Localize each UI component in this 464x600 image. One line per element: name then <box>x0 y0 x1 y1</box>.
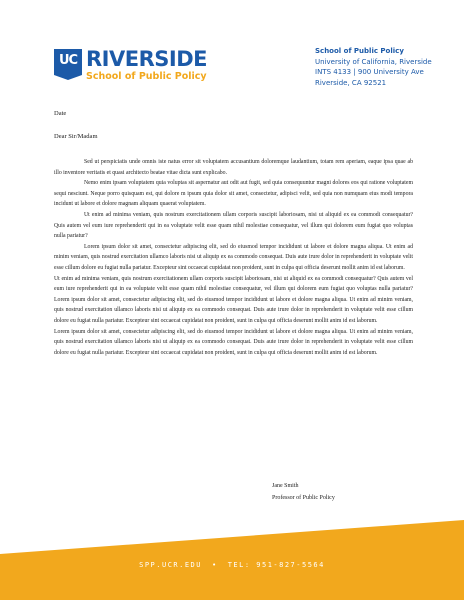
address-line-3: Riverside, CA 92521 <box>315 78 387 87</box>
signature-title: Professor of Public Policy <box>272 495 335 501</box>
address-org: School of Public Policy <box>315 47 404 55</box>
letter-signature <box>272 480 335 504</box>
address-line-2: INTS 4133 | 900 University Ave <box>315 68 424 76</box>
letter-date: Date <box>54 110 67 117</box>
footer-separator: • <box>211 561 218 569</box>
footer-band <box>0 516 464 600</box>
footer-band-shape <box>0 516 464 600</box>
letter-salutation: Dear Sir/Madam <box>54 133 98 140</box>
address-line-1: University of California, Riverside <box>315 57 432 66</box>
letter-body <box>54 157 413 358</box>
footer-phone: TEL: 951-827-5564 <box>227 561 325 569</box>
letter-paragraph-6: Lorem ipsum dolor sit amet, consectetur adipiscing elit, sed do eiusmod tempor incididunt ut labore et dolore magna aliqua. Ut enim ad minim veniam, quis nostrud exercitation ullamco laboris nisi ut aliquip ex ea commodo consequat. Duis aute irure dolor in reprehenderit in voluptate velit esse cillum dolore eu fugiat nulla pariatur. Excepteur sint occaecat cupidatat non proident, sunt in culpa qui officia deserunt mollit anim id est laborum. <box>54 328 413 356</box>
footer-contact <box>0 561 464 569</box>
logo-subtitle: School of Public Policy <box>86 71 207 82</box>
signature-name: Jane Smith <box>272 483 299 489</box>
footer-website[interactable]: SPP.UCR.EDU <box>139 561 202 569</box>
letter-paragraph-1: Sed ut perspiciatis unde omnis iste natus error sit voluptatem accusantium doloremque laudantium, totam rem aperiam, eaque ipsa quae ab illo inventore veritatis et quasi architecto beatae vitae dicta sunt explicabo. <box>54 159 413 176</box>
uc-shield-notch <box>54 75 82 80</box>
letter-paragraph-5: Ut enim ad minima veniam, quis nostrum exercitationem ullam corporis suscipit laboriosam, nisi ut aliquid ex ea commodi consequatur? Quis autem vel eum iure reprehenderit qui in ea voluptate velit esse quam nihil molestiae consequatur, vel illum qui dolorem eum fugiat quo voluptas nulla pariatur? Lorem ipsum dolor sit amet, consectetur adipiscing elit, sed do eiusmod tempor incididunt ut labore et dolore magna aliqua. Ut enim ad minim veniam, quis nostrud exercitation ullamco laboris nisi ut aliquip ex ea commodo consequat. Duis aute irure dolor in reprehenderit in voluptate velit esse cillum dolore eu fugiat nulla pariatur. Excepteur sint occaecat cupidatat non proident, sunt in culpa qui officia deserunt mollit anim id est laborum. <box>54 275 413 324</box>
letter-paragraph-3: Ut enim ad minima veniam, quis nostrum exercitationem ullam corporis suscipit laboriosam, nisi ut aliquid ex ea commodi consequatur? Quis autem vel eum iure reprehenderit qui in ea voluptate velit esse quam nihil molestiae consequatur, vel illum qui dolorem eum fugiat quo voluptas nulla pariatur? <box>54 211 413 240</box>
logo-name: RIVERSIDE <box>86 47 207 71</box>
letterhead-address <box>315 46 432 88</box>
letter-paragraph-4: Lorem ipsum dolor sit amet, consectetur adipiscing elit, sed do eiusmod tempor incididunt ut labore et dolore magna aliqua. Ut enim ad minim veniam, quis nostrud exercitation ullamco laboris nisi ut aliquip ex ea commodo consequat. Duis aute irure dolor in reprehenderit in voluptate velit esse cillum dolore eu fugiat nulla pariatur. Excepteur sint occaecat cupidatat non proident, sunt in culpa qui officia deserunt mollit anim id est laborum. <box>54 243 413 271</box>
logo-uc-text: UC <box>58 53 78 68</box>
letter-paragraph-2: Nemo enim ipsam voluptatem quia voluptas sit aspernatur aut odit aut fugit, sed quia consequuntur magni dolores eos qui ratione voluptatem sequi nesciunt. Neque porro quisquam est, qui dolore m ipsum quia dolor sit amet, consectetur, adipisci velit, sed quia non numquam eius modi tempora incidunt ut labore et dolore magnam aliquam quaerat voluptatem. <box>54 180 413 208</box>
uc-shield-icon <box>54 49 82 75</box>
